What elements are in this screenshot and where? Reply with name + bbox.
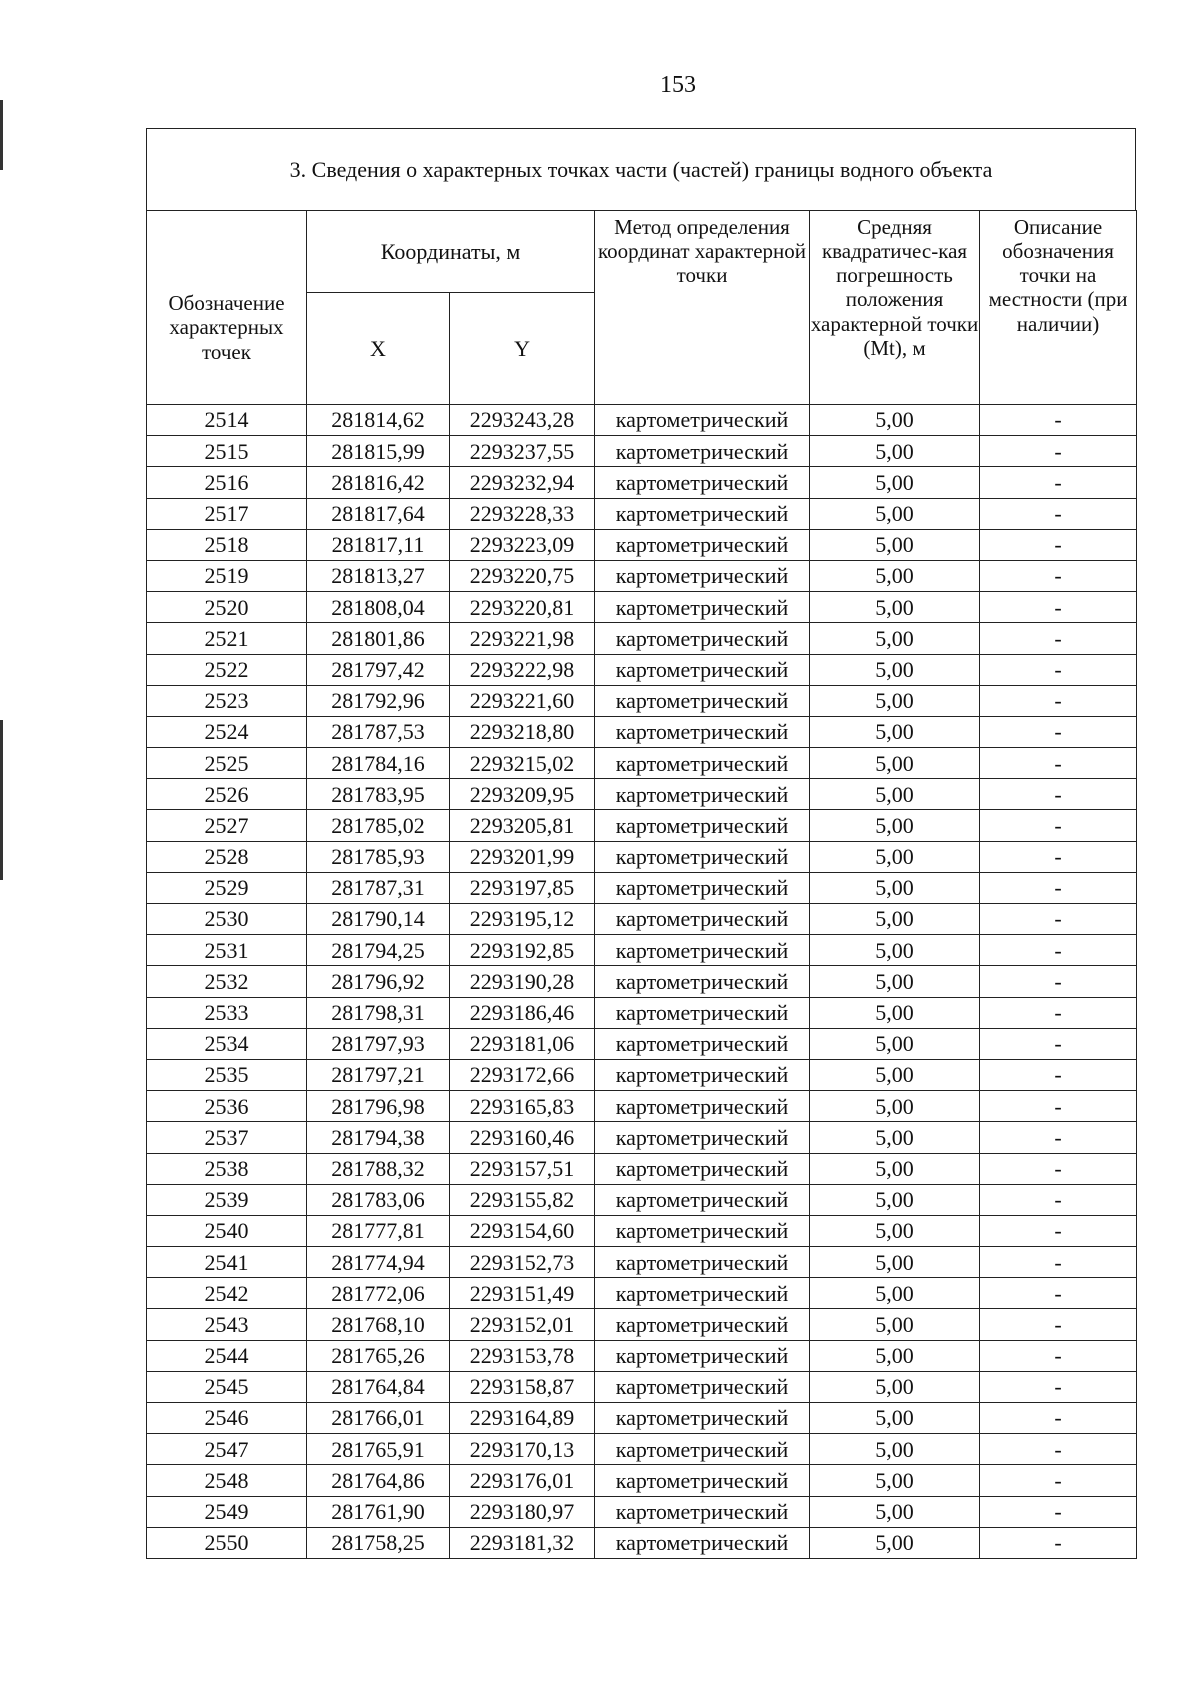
cell-point-id: 2529 — [147, 872, 307, 903]
cell-error: 5,00 — [810, 1247, 980, 1278]
cell-point-id: 2516 — [147, 467, 307, 498]
cell-y: 2293153,78 — [450, 1340, 595, 1371]
cell-x: 281796,98 — [307, 1091, 450, 1122]
cell-y: 2293209,95 — [450, 779, 595, 810]
cell-point-id: 2520 — [147, 592, 307, 623]
cell-description: - — [980, 1059, 1137, 1090]
cell-error: 5,00 — [810, 966, 980, 997]
cell-description: - — [980, 623, 1137, 654]
table-row — [147, 841, 1137, 872]
cell-method: картометрический — [595, 1340, 810, 1371]
cell-point-id: 2547 — [147, 1434, 307, 1465]
cell-x: 281797,42 — [307, 654, 450, 685]
cell-description: - — [980, 904, 1137, 935]
header-coordinates: Координаты, м — [307, 211, 595, 293]
cell-x: 281768,10 — [307, 1309, 450, 1340]
cell-description: - — [980, 1028, 1137, 1059]
cell-error: 5,00 — [810, 592, 980, 623]
cell-y: 2293192,85 — [450, 935, 595, 966]
scan-edge-mark — [0, 100, 3, 170]
table-row — [147, 872, 1137, 903]
cell-description: - — [980, 935, 1137, 966]
cell-method: картометрический — [595, 1247, 810, 1278]
cell-y: 2293157,51 — [450, 1153, 595, 1184]
cell-method: картометрический — [595, 1434, 810, 1465]
characteristic-points-table — [146, 210, 1137, 1559]
cell-y: 2293220,75 — [450, 560, 595, 591]
cell-x: 281817,64 — [307, 498, 450, 529]
cell-description: - — [980, 1496, 1137, 1527]
cell-point-id: 2538 — [147, 1153, 307, 1184]
table-row — [147, 1247, 1137, 1278]
table-body — [147, 405, 1137, 1559]
cell-point-id: 2515 — [147, 436, 307, 467]
cell-description: - — [980, 1465, 1137, 1496]
cell-point-id: 2549 — [147, 1496, 307, 1527]
table-row — [147, 1434, 1137, 1465]
cell-y: 2293186,46 — [450, 997, 595, 1028]
header-x: X — [307, 293, 450, 405]
cell-y: 2293172,66 — [450, 1059, 595, 1090]
cell-error: 5,00 — [810, 1403, 980, 1434]
table-row — [147, 1059, 1137, 1090]
cell-x: 281765,26 — [307, 1340, 450, 1371]
cell-method: картометрический — [595, 405, 810, 436]
cell-method: картометрический — [595, 872, 810, 903]
cell-method: картометрический — [595, 467, 810, 498]
table-row — [147, 685, 1137, 716]
cell-point-id: 2543 — [147, 1309, 307, 1340]
cell-point-id: 2539 — [147, 1184, 307, 1215]
cell-method: картометрический — [595, 1371, 810, 1402]
cell-error: 5,00 — [810, 560, 980, 591]
cell-method: картометрический — [595, 748, 810, 779]
cell-description: - — [980, 997, 1137, 1028]
cell-y: 2293221,98 — [450, 623, 595, 654]
cell-y: 2293180,97 — [450, 1496, 595, 1527]
document-frame — [146, 128, 1136, 1559]
cell-point-id: 2548 — [147, 1465, 307, 1496]
cell-description: - — [980, 1184, 1137, 1215]
cell-error: 5,00 — [810, 841, 980, 872]
cell-x: 281766,01 — [307, 1403, 450, 1434]
cell-description: - — [980, 529, 1137, 560]
scan-edge-mark — [0, 720, 3, 880]
table-row — [147, 748, 1137, 779]
cell-description: - — [980, 1215, 1137, 1246]
table-row — [147, 1091, 1137, 1122]
cell-y: 2293158,87 — [450, 1371, 595, 1402]
cell-x: 281764,86 — [307, 1465, 450, 1496]
cell-method: картометрический — [595, 1309, 810, 1340]
cell-y: 2293176,01 — [450, 1465, 595, 1496]
table-row — [147, 467, 1137, 498]
table-row — [147, 1122, 1137, 1153]
header-description: Описание обозначения точки на местности (при наличии) — [980, 211, 1137, 405]
cell-y: 2293215,02 — [450, 748, 595, 779]
header-point-id: Обозначение характерных точек — [147, 211, 307, 405]
cell-y: 2293155,82 — [450, 1184, 595, 1215]
cell-point-id: 2527 — [147, 810, 307, 841]
cell-x: 281801,86 — [307, 623, 450, 654]
cell-error: 5,00 — [810, 716, 980, 747]
cell-y: 2293221,60 — [450, 685, 595, 716]
header-error: Средняя квадратичес-кая погрешность положения характерной точки (Mt), м — [810, 211, 980, 405]
cell-method: картометрический — [595, 1527, 810, 1558]
cell-point-id: 2530 — [147, 904, 307, 935]
cell-method: картометрический — [595, 904, 810, 935]
cell-description: - — [980, 1403, 1137, 1434]
cell-description: - — [980, 872, 1137, 903]
cell-error: 5,00 — [810, 872, 980, 903]
table-row — [147, 779, 1137, 810]
cell-description: - — [980, 654, 1137, 685]
cell-x: 281783,06 — [307, 1184, 450, 1215]
cell-error: 5,00 — [810, 623, 980, 654]
cell-point-id: 2535 — [147, 1059, 307, 1090]
cell-y: 2293195,12 — [450, 904, 595, 935]
cell-y: 2293152,01 — [450, 1309, 595, 1340]
cell-point-id: 2518 — [147, 529, 307, 560]
cell-y: 2293197,85 — [450, 872, 595, 903]
cell-method: картометрический — [595, 592, 810, 623]
cell-x: 281815,99 — [307, 436, 450, 467]
cell-x: 281808,04 — [307, 592, 450, 623]
cell-point-id: 2550 — [147, 1527, 307, 1558]
cell-error: 5,00 — [810, 1153, 980, 1184]
cell-description: - — [980, 716, 1137, 747]
cell-method: картометрический — [595, 1184, 810, 1215]
table-row — [147, 997, 1137, 1028]
table-row — [147, 1403, 1137, 1434]
section-title: 3. Сведения о характерных точках части (частей) границы водного объекта — [289, 156, 993, 182]
cell-point-id: 2524 — [147, 716, 307, 747]
cell-description: - — [980, 1091, 1137, 1122]
table-row — [147, 810, 1137, 841]
table-row — [147, 405, 1137, 436]
cell-y: 2293151,49 — [450, 1278, 595, 1309]
cell-x: 281790,14 — [307, 904, 450, 935]
cell-point-id: 2542 — [147, 1278, 307, 1309]
table-row — [147, 1340, 1137, 1371]
cell-method: картометрический — [595, 498, 810, 529]
cell-error: 5,00 — [810, 997, 980, 1028]
table-row — [147, 436, 1137, 467]
cell-description: - — [980, 966, 1137, 997]
cell-error: 5,00 — [810, 1091, 980, 1122]
cell-description: - — [980, 1371, 1137, 1402]
cell-y: 2293152,73 — [450, 1247, 595, 1278]
table-row — [147, 935, 1137, 966]
cell-y: 2293170,13 — [450, 1434, 595, 1465]
cell-y: 2293205,81 — [450, 810, 595, 841]
cell-method: картометрический — [595, 1091, 810, 1122]
cell-error: 5,00 — [810, 1434, 980, 1465]
cell-x: 281774,94 — [307, 1247, 450, 1278]
cell-description: - — [980, 1434, 1137, 1465]
cell-method: картометрический — [595, 685, 810, 716]
cell-x: 281788,32 — [307, 1153, 450, 1184]
cell-x: 281777,81 — [307, 1215, 450, 1246]
cell-error: 5,00 — [810, 1122, 980, 1153]
cell-method: картометрический — [595, 966, 810, 997]
table-row — [147, 716, 1137, 747]
cell-error: 5,00 — [810, 436, 980, 467]
cell-point-id: 2532 — [147, 966, 307, 997]
cell-error: 5,00 — [810, 810, 980, 841]
cell-y: 2293243,28 — [450, 405, 595, 436]
cell-error: 5,00 — [810, 1059, 980, 1090]
cell-description: - — [980, 810, 1137, 841]
cell-point-id: 2528 — [147, 841, 307, 872]
cell-point-id: 2541 — [147, 1247, 307, 1278]
cell-y: 2293218,80 — [450, 716, 595, 747]
table-row — [147, 1153, 1137, 1184]
cell-method: картометрический — [595, 1028, 810, 1059]
header-y: Y — [450, 293, 595, 405]
cell-error: 5,00 — [810, 1496, 980, 1527]
cell-method: картометрический — [595, 654, 810, 685]
cell-error: 5,00 — [810, 467, 980, 498]
cell-description: - — [980, 779, 1137, 810]
cell-description: - — [980, 592, 1137, 623]
cell-point-id: 2544 — [147, 1340, 307, 1371]
cell-point-id: 2519 — [147, 560, 307, 591]
cell-description: - — [980, 1122, 1137, 1153]
cell-x: 281758,25 — [307, 1527, 450, 1558]
cell-point-id: 2533 — [147, 997, 307, 1028]
cell-point-id: 2534 — [147, 1028, 307, 1059]
table-row — [147, 498, 1137, 529]
cell-description: - — [980, 436, 1137, 467]
cell-x: 281772,06 — [307, 1278, 450, 1309]
cell-point-id: 2526 — [147, 779, 307, 810]
cell-description: - — [980, 498, 1137, 529]
cell-error: 5,00 — [810, 1278, 980, 1309]
table-row — [147, 966, 1137, 997]
cell-description: - — [980, 1247, 1137, 1278]
cell-method: картометрический — [595, 1153, 810, 1184]
cell-error: 5,00 — [810, 654, 980, 685]
cell-point-id: 2521 — [147, 623, 307, 654]
page-number: 153 — [660, 72, 696, 98]
cell-description: - — [980, 841, 1137, 872]
cell-x: 281787,31 — [307, 872, 450, 903]
table-row — [147, 1184, 1137, 1215]
cell-point-id: 2537 — [147, 1122, 307, 1153]
cell-error: 5,00 — [810, 1184, 980, 1215]
cell-y: 2293181,06 — [450, 1028, 595, 1059]
cell-error: 5,00 — [810, 498, 980, 529]
cell-x: 281794,25 — [307, 935, 450, 966]
cell-x: 281797,93 — [307, 1028, 450, 1059]
cell-method: картометрический — [595, 1215, 810, 1246]
cell-point-id: 2545 — [147, 1371, 307, 1402]
cell-point-id: 2540 — [147, 1215, 307, 1246]
cell-description: - — [980, 560, 1137, 591]
cell-y: 2293237,55 — [450, 436, 595, 467]
cell-x: 281798,31 — [307, 997, 450, 1028]
cell-description: - — [980, 1278, 1137, 1309]
cell-y: 2293154,60 — [450, 1215, 595, 1246]
cell-x: 281785,93 — [307, 841, 450, 872]
cell-error: 5,00 — [810, 1215, 980, 1246]
cell-method: картометрический — [595, 1278, 810, 1309]
cell-method: картометрический — [595, 529, 810, 560]
cell-method: картометрический — [595, 1122, 810, 1153]
cell-method: картометрический — [595, 1403, 810, 1434]
cell-x: 281784,16 — [307, 748, 450, 779]
cell-y: 2293164,89 — [450, 1403, 595, 1434]
cell-error: 5,00 — [810, 1028, 980, 1059]
cell-point-id: 2523 — [147, 685, 307, 716]
cell-y: 2293165,83 — [450, 1091, 595, 1122]
cell-y: 2293201,99 — [450, 841, 595, 872]
cell-x: 281813,27 — [307, 560, 450, 591]
cell-x: 281785,02 — [307, 810, 450, 841]
cell-x: 281765,91 — [307, 1434, 450, 1465]
cell-description: - — [980, 748, 1137, 779]
cell-x: 281783,95 — [307, 779, 450, 810]
table-row — [147, 592, 1137, 623]
cell-point-id: 2514 — [147, 405, 307, 436]
cell-method: картометрический — [595, 716, 810, 747]
cell-method: картометрический — [595, 1465, 810, 1496]
cell-error: 5,00 — [810, 1527, 980, 1558]
cell-x: 281797,21 — [307, 1059, 450, 1090]
cell-error: 5,00 — [810, 1340, 980, 1371]
cell-x: 281794,38 — [307, 1122, 450, 1153]
cell-method: картометрический — [595, 560, 810, 591]
cell-y: 2293222,98 — [450, 654, 595, 685]
cell-method: картометрический — [595, 935, 810, 966]
cell-method: картометрический — [595, 810, 810, 841]
cell-x: 281764,84 — [307, 1371, 450, 1402]
table-row — [147, 1527, 1137, 1558]
cell-error: 5,00 — [810, 1371, 980, 1402]
cell-method: картометрический — [595, 779, 810, 810]
cell-x: 281787,53 — [307, 716, 450, 747]
cell-y: 2293220,81 — [450, 592, 595, 623]
table-row — [147, 1278, 1137, 1309]
table-row — [147, 1028, 1137, 1059]
table-row — [147, 529, 1137, 560]
table-row — [147, 1215, 1137, 1246]
cell-error: 5,00 — [810, 748, 980, 779]
table-row — [147, 623, 1137, 654]
cell-description: - — [980, 1527, 1137, 1558]
cell-x: 281796,92 — [307, 966, 450, 997]
cell-error: 5,00 — [810, 935, 980, 966]
cell-error: 5,00 — [810, 1465, 980, 1496]
cell-method: картометрический — [595, 841, 810, 872]
cell-error: 5,00 — [810, 529, 980, 560]
cell-description: - — [980, 1340, 1137, 1371]
table-row — [147, 904, 1137, 935]
cell-y: 2293190,28 — [450, 966, 595, 997]
table-row — [147, 1371, 1137, 1402]
cell-point-id: 2517 — [147, 498, 307, 529]
cell-x: 281817,11 — [307, 529, 450, 560]
cell-error: 5,00 — [810, 904, 980, 935]
cell-x: 281792,96 — [307, 685, 450, 716]
cell-y: 2293160,46 — [450, 1122, 595, 1153]
cell-method: картометрический — [595, 1059, 810, 1090]
cell-point-id: 2522 — [147, 654, 307, 685]
cell-point-id: 2546 — [147, 1403, 307, 1434]
header-method: Метод определения координат характерной точки — [595, 211, 810, 405]
cell-method: картометрический — [595, 623, 810, 654]
cell-y: 2293232,94 — [450, 467, 595, 498]
cell-error: 5,00 — [810, 405, 980, 436]
table-row — [147, 1496, 1137, 1527]
table-row — [147, 654, 1137, 685]
cell-point-id: 2536 — [147, 1091, 307, 1122]
cell-method: картометрический — [595, 997, 810, 1028]
cell-y: 2293228,33 — [450, 498, 595, 529]
cell-error: 5,00 — [810, 685, 980, 716]
table-row — [147, 1309, 1137, 1340]
cell-y: 2293181,32 — [450, 1527, 595, 1558]
cell-description: - — [980, 467, 1137, 498]
table-header — [147, 211, 1137, 405]
cell-error: 5,00 — [810, 779, 980, 810]
cell-x: 281816,42 — [307, 467, 450, 498]
table-row — [147, 560, 1137, 591]
cell-y: 2293223,09 — [450, 529, 595, 560]
cell-x: 281814,62 — [307, 405, 450, 436]
cell-description: - — [980, 405, 1137, 436]
cell-error: 5,00 — [810, 1309, 980, 1340]
cell-description: - — [980, 1309, 1137, 1340]
table-row — [147, 1465, 1137, 1496]
cell-description: - — [980, 1153, 1137, 1184]
cell-description: - — [980, 685, 1137, 716]
cell-point-id: 2525 — [147, 748, 307, 779]
cell-x: 281761,90 — [307, 1496, 450, 1527]
section-title-box — [146, 128, 1136, 210]
cell-method: картометрический — [595, 1496, 810, 1527]
cell-point-id: 2531 — [147, 935, 307, 966]
cell-method: картометрический — [595, 436, 810, 467]
